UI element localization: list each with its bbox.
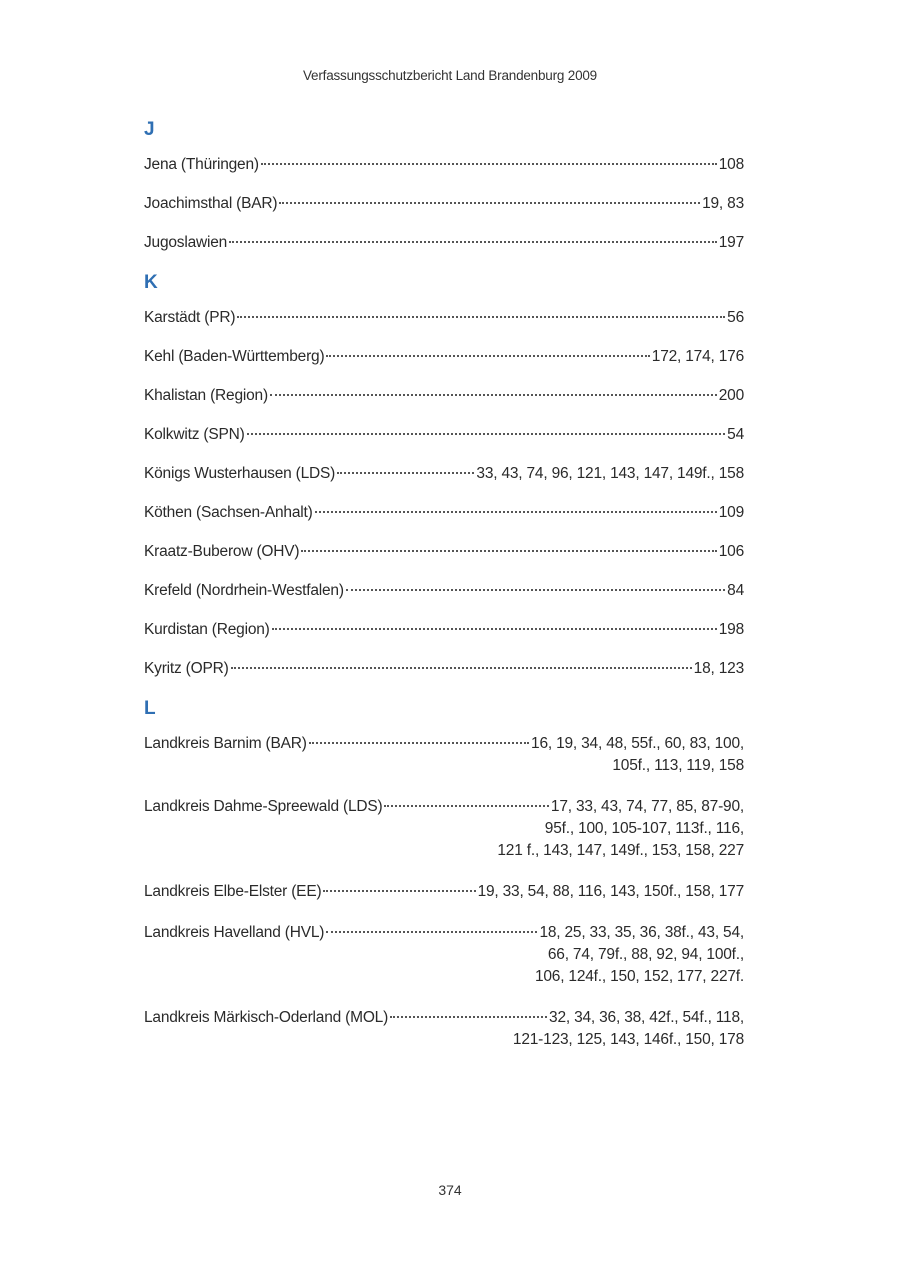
index-entry (144, 541, 744, 563)
index-entry (144, 881, 744, 903)
entry-pages-continued: 106, 124f., 150, 152, 177, 227f. (534, 968, 744, 985)
entry-pages: 197 (718, 234, 744, 251)
section-letter: K (144, 272, 158, 293)
entry-name: Landkreis Havelland (HVL) (144, 924, 325, 941)
index-entry (144, 1007, 744, 1051)
entry-pages: 16, 19, 34, 48, 55f., 60, 83, 100, (531, 735, 744, 752)
page-number: 374 (438, 1182, 462, 1198)
entry-pages: 56 (727, 309, 744, 326)
index-section-k (144, 271, 744, 680)
entry-pages: 18, 25, 33, 35, 36, 38f., 43, 54, (539, 924, 744, 941)
entry-name: Kolkwitz (SPN) (144, 426, 245, 443)
index-entry (144, 307, 744, 329)
leader-dots (247, 433, 726, 435)
leader-dots (237, 316, 725, 318)
leader-dots (270, 394, 717, 396)
index-entry (144, 580, 744, 602)
leader-dots (326, 931, 537, 933)
index-entry (144, 385, 744, 407)
entry-pages: 19, 33, 54, 88, 116, 143, 150f., 158, 177 (477, 883, 744, 900)
entry-pages: 18, 123 (693, 660, 744, 677)
entry-name: Königs Wusterhausen (LDS) (144, 465, 336, 482)
entry-name: Kurdistan (Region) (144, 621, 270, 638)
leader-dots (390, 1016, 547, 1018)
entry-pages: 108 (718, 156, 744, 173)
leader-dots (301, 550, 716, 552)
entry-name: Landkreis Dahme-Spreewald (LDS) (144, 798, 383, 815)
leader-dots (337, 472, 474, 474)
leader-dots (272, 628, 717, 630)
index-entry (144, 658, 744, 680)
leader-dots (261, 163, 717, 165)
entry-pages-continued: 95f., 100, 105-107, 113f., 116, (544, 820, 744, 837)
leader-dots (229, 241, 717, 243)
leader-dots (309, 742, 529, 744)
entry-name: Jugoslawien (144, 234, 228, 251)
entry-pages-continued: 66, 74, 79f., 88, 92, 94, 100f., (547, 946, 744, 963)
index-entry (144, 154, 744, 176)
running-header: Verfassungsschutzbericht Land Brandenburg 2009 (302, 68, 597, 83)
leader-dots (315, 511, 717, 513)
index-entry (144, 346, 744, 368)
leader-dots (326, 355, 649, 357)
index-section-l (144, 697, 744, 1051)
leader-dots (346, 589, 725, 591)
entry-pages: 33, 43, 74, 96, 121, 143, 147, 149f., 158 (476, 465, 744, 482)
entry-pages: 172, 174, 176 (651, 348, 744, 365)
entry-name: Landkreis Märkisch-Oderland (MOL) (144, 1009, 389, 1026)
index-entry (144, 619, 744, 641)
index-entry (144, 922, 744, 988)
index-entry (144, 796, 744, 862)
leader-dots (279, 202, 700, 204)
entry-pages-continued: 105f., 113, 119, 158 (612, 757, 744, 774)
entry-name: Landkreis Barnim (BAR) (144, 735, 307, 752)
section-letter: L (144, 698, 156, 719)
index-entry (144, 502, 744, 524)
entry-name: Köthen (Sachsen-Anhalt) (144, 504, 313, 521)
entry-name: Jena (Thüringen) (144, 156, 259, 173)
entry-pages: 84 (727, 582, 744, 599)
entry-name: Kraatz-Buberow (OHV) (144, 543, 300, 560)
entry-pages: 200 (718, 387, 744, 404)
leader-dots (384, 805, 548, 807)
entry-name: Joachimsthal (BAR) (144, 195, 278, 212)
index-entry (144, 193, 744, 215)
entry-name: Kyritz (OPR) (144, 660, 229, 677)
entry-pages: 19, 83 (702, 195, 744, 212)
entry-name: Landkreis Elbe-Elster (EE) (144, 883, 322, 900)
entry-pages-continued: 121-123, 125, 143, 146f., 150, 178 (512, 1031, 744, 1048)
index-entry (144, 463, 744, 485)
index-entry (144, 733, 744, 777)
entry-pages: 109 (718, 504, 744, 521)
index-section-j (144, 118, 744, 254)
leader-dots (323, 890, 475, 892)
index-list (144, 118, 744, 1070)
index-entry (144, 232, 744, 254)
leader-dots (231, 667, 692, 669)
entry-pages-continued: 121 f., 143, 147, 149f., 153, 158, 227 (497, 842, 744, 859)
entry-name: Kehl (Baden-Württemberg) (144, 348, 325, 365)
entry-name: Karstädt (PR) (144, 309, 236, 326)
entry-pages: 106 (718, 543, 744, 560)
entry-pages: 54 (727, 426, 744, 443)
entry-pages: 17, 33, 43, 74, 77, 85, 87-90, (550, 798, 744, 815)
index-entry (144, 424, 744, 446)
entry-name: Krefeld (Nordrhein-Westfalen) (144, 582, 344, 599)
section-letter: J (144, 119, 155, 140)
entry-pages: 198 (718, 621, 744, 638)
entry-name: Khalistan (Region) (144, 387, 268, 404)
entry-pages: 32, 34, 36, 38, 42f., 54f., 118, (549, 1009, 744, 1026)
